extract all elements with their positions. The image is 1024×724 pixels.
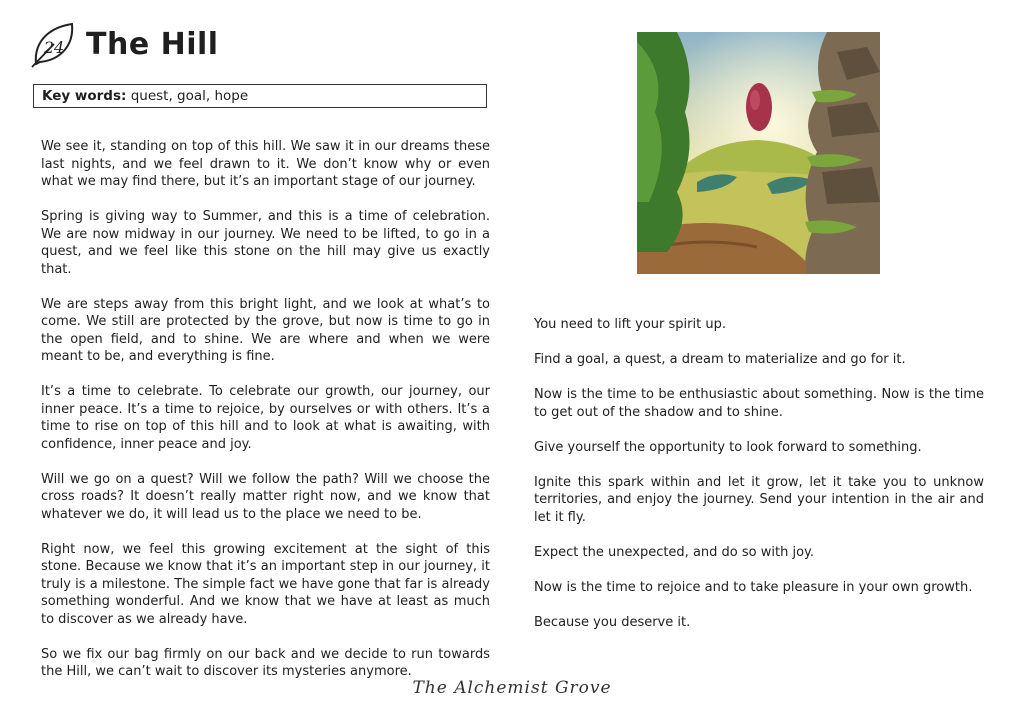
- guidance-paragraph: Ignite this spark within and let it grow, let it take you to unknow territories, and enjoy the journey. Send your intention in the air and let it fly.: [534, 474, 984, 525]
- guidance-paragraph: Give yourself the opportunity to look forward to something.: [534, 439, 922, 455]
- guidance-paragraph: Because you deserve it.: [534, 614, 691, 630]
- keywords-box: [33, 84, 487, 108]
- hill-stone-illustration: [637, 32, 880, 274]
- guidance-paragraph: Find a goal, a quest, a dream to materialize and go for it.: [534, 352, 906, 367]
- story-paragraph: It’s a time to celebrate. To celebrate our growth, our journey, our inner peace. It’s a time to rejoice, by ourselves or with others. It’s a time to rise on top of this hill and to look at what is awaiting, with confidence, inner peace and joy.: [41, 384, 490, 452]
- guidance-paragraph: Now is the time to be enthusiastic about something. Now is the time to get out of the shadow and to shine.: [534, 387, 984, 420]
- guidance-paragraph: Now is the time to rejoice and to take pleasure in your own growth.: [534, 579, 973, 595]
- card-header: [30, 20, 219, 68]
- guidance-column: [534, 316, 984, 649]
- story-paragraph: So we fix our bag firmly on our back and we decide to run towards the Hill, we can’t wait to discover its mysteries anymore.: [41, 646, 490, 679]
- story-paragraph: We see it, standing on top of this hill. We saw it in our dreams these last nights, and we feel drawn to it. We don’t know why or even what we may find there, but it’s an important stage of our journey.: [41, 139, 490, 189]
- leaf-number-icon: [30, 20, 78, 68]
- guidance-paragraph: You need to lift your spirit up.: [534, 317, 726, 332]
- brand-logo: The Alchemist Grove: [412, 678, 612, 698]
- card-number: 24: [43, 38, 65, 57]
- story-paragraph: Will we go on a quest? Will we follow the path? Will we choose the cross roads? It doesn’t really matter right now, and we know that whatever we do, it will lead us to the place we need to be.: [41, 471, 490, 522]
- keywords-label: Key words:: [42, 88, 127, 104]
- story-paragraph: Spring is giving way to Summer, and this is a time of celebration. We are now midway in our journey. We need to be lifted, to go in a quest, and we feel like this stone on the hill may give us exactly that.: [41, 209, 490, 277]
- page-title: The Hill: [86, 26, 219, 62]
- story-paragraph: We are steps away from this bright light, and we look at what’s to come. We still are protected by the grove, but now is time to go in the open field, and to shine. We are where and when we were meant to be, and everything is fine.: [41, 296, 490, 364]
- story-column: [41, 138, 490, 698]
- guidance-paragraph: Expect the unexpected, and do so with joy.: [534, 544, 814, 560]
- story-paragraph: Right now, we feel this growing excitement at the sight of this stone. Because we know that it’s an important step in our journey, it truly is a milestone. The simple fact we have gone that far is already something wonderful. And we know that we have at least as much to discover as we already have.: [41, 541, 490, 627]
- keywords-value: quest, goal, hope: [130, 88, 249, 104]
